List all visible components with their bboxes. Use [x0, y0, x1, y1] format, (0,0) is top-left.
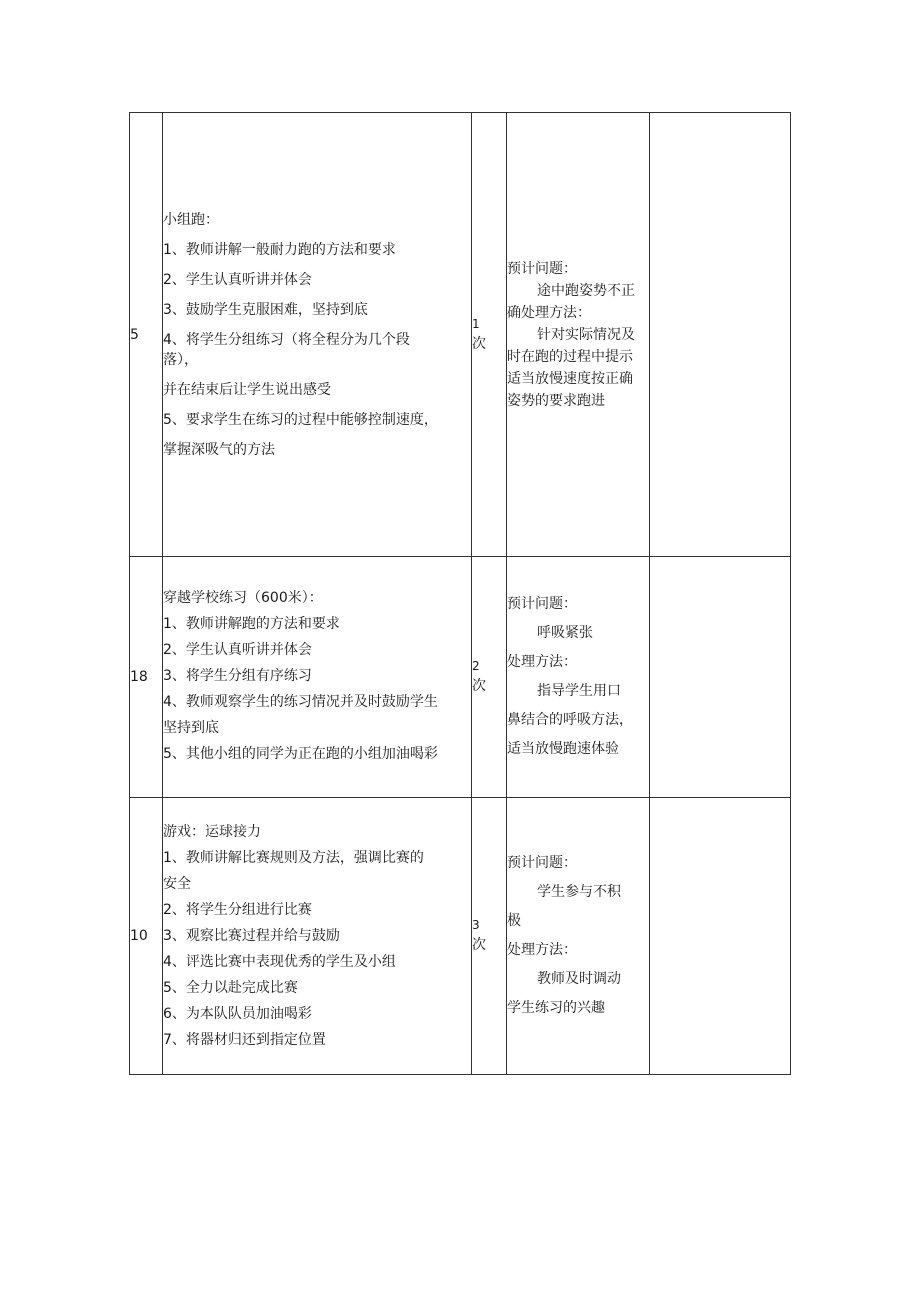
content-line: 2、学生认真听讲并体会: [163, 642, 312, 658]
content-line: 3、将学生分组有序练习: [163, 668, 312, 684]
count-cell: [472, 798, 507, 1075]
content-line: 2、将学生分组进行比赛: [163, 901, 312, 918]
time-cell: 5: [130, 113, 163, 557]
content-line: 5、全力以赴完成比赛: [163, 979, 298, 996]
problem-line: 姿势的要求跑进: [507, 392, 605, 409]
content-line: 4、将学生分组练习（将全程分为几个段: [163, 331, 410, 348]
count-unit: 次: [472, 678, 486, 694]
content-cell: [163, 113, 472, 557]
content-line: 落），: [163, 351, 198, 368]
problem-line: 针对实际情况及: [537, 326, 635, 343]
problem-line: 指导学生用口: [537, 683, 621, 699]
notes-cell: [650, 798, 791, 1075]
count-unit: 次: [472, 937, 486, 953]
content-line: 1、教师讲解一般耐力跑的方法和要求: [163, 241, 396, 258]
problem-line: 鼻结合的呼吸方法，: [507, 712, 633, 728]
problem-line: 确处理方法：: [507, 304, 591, 321]
problem-cell: [507, 798, 650, 1075]
content-line: 并在结束后让学生说出感受: [163, 381, 331, 398]
content-line: 游戏：运球接力: [163, 823, 261, 840]
content-line: 小组跑：: [163, 211, 219, 228]
problem-cell: [507, 557, 650, 798]
problem-line: 呼吸紧张: [537, 625, 593, 641]
count-unit: 次: [472, 335, 486, 352]
problem-line: 处理方法：: [507, 942, 577, 958]
table-row: [130, 557, 791, 798]
problem-line: 处理方法：: [507, 654, 577, 670]
content-line: 4、教师观察学生的练习情况并及时鼓励学生: [163, 694, 438, 710]
notes-cell: [650, 113, 791, 557]
table-row: [130, 113, 791, 557]
content-line: 3、鼓励学生克服困难，坚持到底: [163, 301, 368, 318]
problem-line: 预计问题：: [507, 260, 577, 277]
count-number: 1: [472, 316, 480, 331]
notes-cell: [650, 557, 791, 798]
problem-line: 教师及时调动: [537, 971, 621, 987]
time-cell: 18: [130, 557, 163, 798]
content-line: 掌握深吸气的方法: [163, 441, 275, 458]
problem-line: 时在跑的过程中提示: [507, 348, 633, 365]
content-cell: [163, 557, 472, 798]
lesson-plan-table: [129, 112, 791, 1075]
problem-line: 途中跑姿势不正: [537, 282, 635, 299]
problem-cell: [507, 113, 650, 557]
content-line: 5、要求学生在练习的过程中能够控制速度，: [163, 411, 438, 428]
content-line: 穿越学校练习（600米）：: [163, 590, 323, 606]
count-number: 3: [472, 918, 480, 932]
problem-line: 学生练习的兴趣: [507, 1000, 605, 1016]
content-line: 3、观察比赛过程并给与鼓励: [163, 927, 340, 944]
problem-line: 极: [507, 913, 521, 929]
problem-line: 学生参与不积: [537, 884, 621, 900]
content-line: 安全: [163, 875, 191, 892]
problem-line: 预计问题：: [507, 596, 577, 612]
count-cell: [472, 113, 507, 557]
content-line: 6、为本队队员加油喝彩: [163, 1005, 312, 1022]
content-line: 7、将器材归还到指定位置: [163, 1031, 326, 1048]
time-cell: 10: [130, 798, 163, 1075]
content-line: 1、教师讲解比赛规则及方法，强调比赛的: [163, 849, 424, 866]
table-row: [130, 798, 791, 1075]
content-line: 1、教师讲解跑的方法和要求: [163, 616, 340, 632]
count-cell: [472, 557, 507, 798]
problem-line: 预计问题：: [507, 855, 577, 871]
content-line: 4、评选比赛中表现优秀的学生及小组: [163, 953, 396, 970]
count-number: 2: [472, 659, 480, 673]
problem-line: 适当放慢速度按正确: [507, 370, 633, 387]
content-cell: [163, 798, 472, 1075]
problem-line: 适当放慢跑速体验: [507, 741, 619, 757]
content-line: 2、学生认真听讲并体会: [163, 271, 312, 288]
content-line: 坚持到底: [163, 720, 219, 736]
content-line: 5、其他小组的同学为正在跑的小组加油喝彩: [163, 746, 438, 762]
